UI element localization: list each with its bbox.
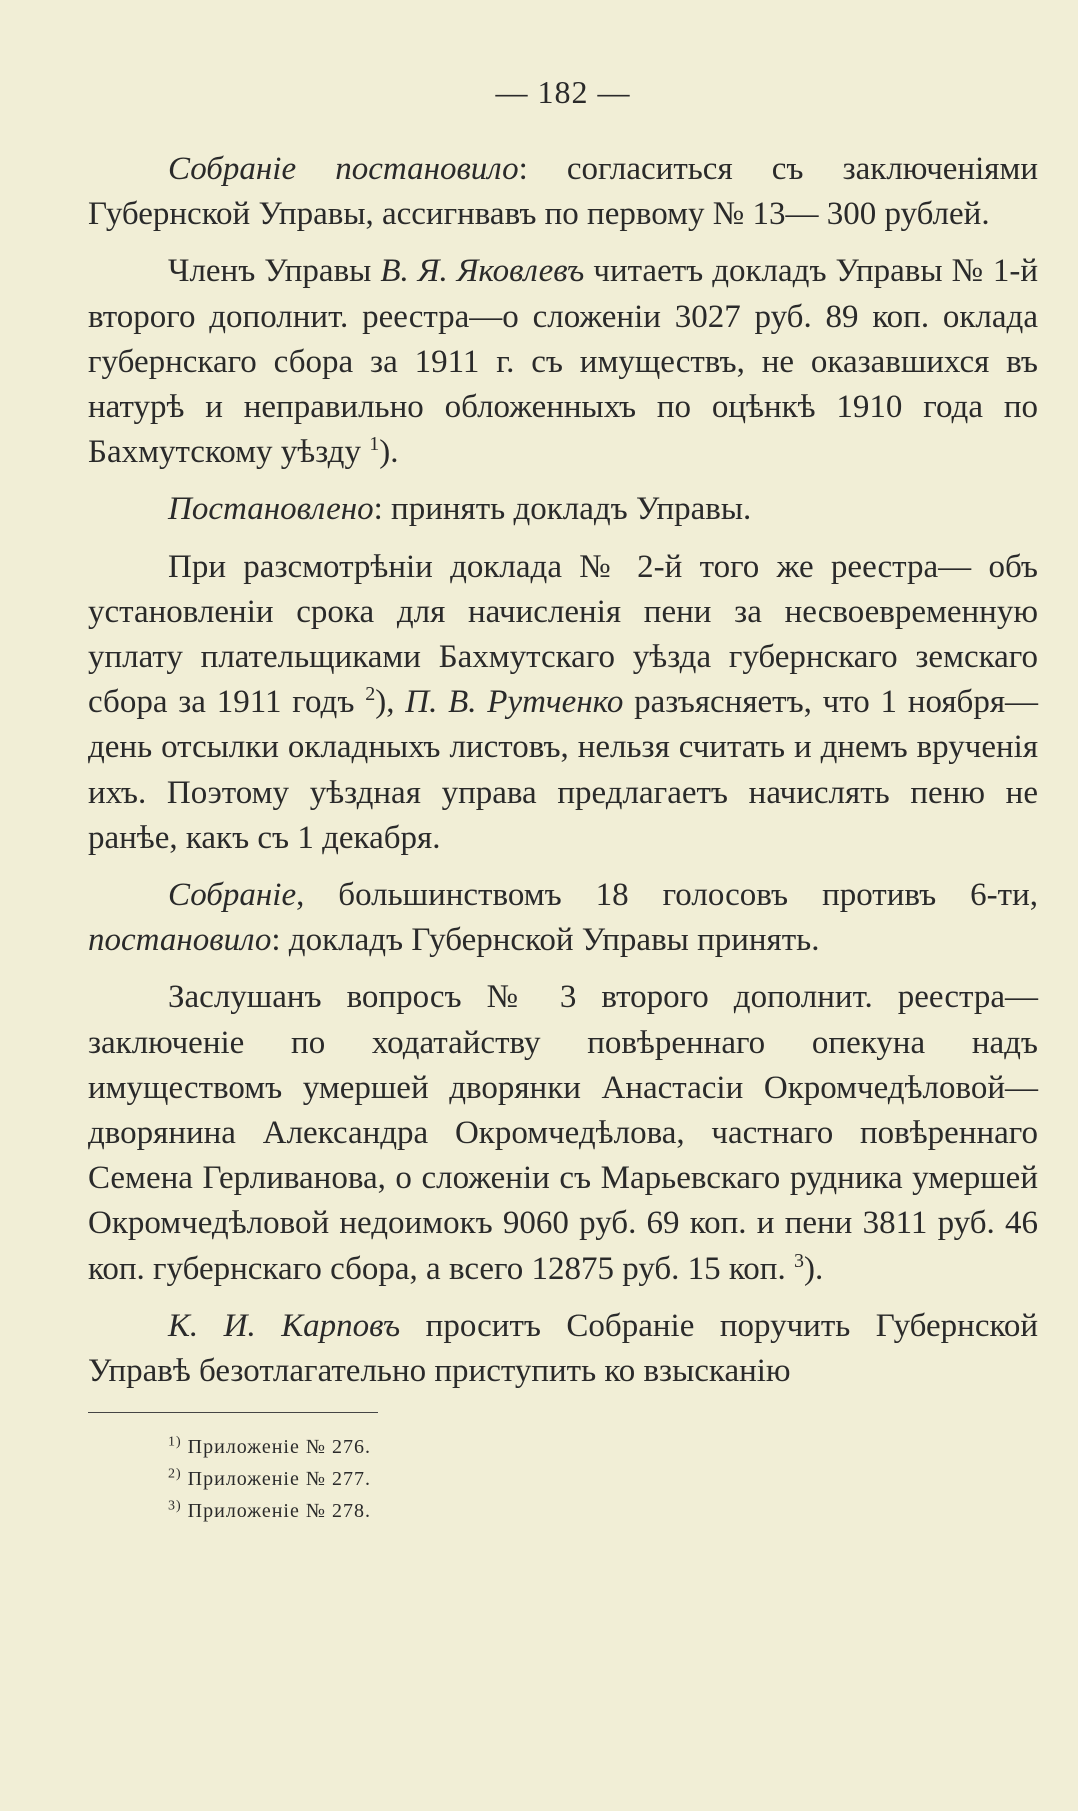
footnote-2 (168, 1463, 1038, 1495)
italic-name: К. И. Карповъ (168, 1307, 401, 1344)
italic-phrase: постановило (88, 922, 272, 959)
paragraph-text: ), (375, 684, 406, 721)
paragraph-2 (88, 249, 1038, 475)
italic-name: П. В. Рутченко (405, 684, 624, 721)
italic-phrase: Постановлено (168, 491, 374, 528)
paragraph-1 (88, 147, 1038, 237)
paragraph-text: разъясняетъ, что 1 ноября—день отсылки окладныхъ листовъ, нельзя считать и днемъ врученія ихъ. Поэтому уѣздная управа предлагаетъ начислять пеню не ранѣе, какъ съ 1 декабря. (88, 684, 1038, 856)
paragraph-text: Заслушанъ вопросъ № 3 второго дополнит. реестра—заключеніе по ходатайству повѣреннаго опекуна надъ имуществомъ умершей дворянки Анастасіи Окромчедѣловой—дворянина Александра Окромчедѣлова, частнаго повѣреннаго Семена Герливанова, о сложеніи съ Марьевскаго рудника умершей Окромчедѣловой недоимокъ 9060 руб. 69 коп. и пени 3811 руб. 46 коп. губернскаго сбора, а всего 12875 руб. 15 коп. (88, 979, 1038, 1287)
paragraph-text: ). (803, 1250, 824, 1287)
paragraph-4 (88, 545, 1038, 861)
paragraph-text: Членъ Управы (168, 253, 381, 290)
paragraph-text: , большинствомъ 18 голосовъ противъ 6-ти, (296, 877, 1038, 914)
italic-phrase: Собраніе (168, 877, 297, 914)
italic-phrase: Собраніе постановило (168, 151, 519, 187)
paragraph-text: : докладъ Губернской Управы принять. (271, 922, 820, 959)
paragraph-7 (88, 1304, 1038, 1394)
footnotes (88, 1431, 1038, 1527)
paragraph-text: проситъ Собраніе поручить Губернской Управѣ безотлагательно приступить ко взысканію (88, 1307, 1038, 1390)
footnote-text: Приложеніе № 276. (181, 1436, 371, 1459)
footnote-ref: 3 (793, 1249, 804, 1272)
footnote-divider (88, 1412, 378, 1413)
paragraph-text: При разсмотрѣніи доклада № 2-й того же реестра— объ установленіи срока для начисленія пени за несвоевременную уплату плательщиками Бахмутскаго уѣзда губернскаго земскаго сбора за 1911 годъ (88, 548, 1038, 721)
footnote-1 (168, 1431, 1038, 1463)
footnote-text: Приложеніе № 277. (181, 1468, 371, 1491)
italic-name: В. Я. Яковлевъ (380, 253, 585, 290)
paragraph-3 (88, 487, 1038, 532)
page-number: — 182 — (495, 74, 631, 110)
footnote-mark: 2) (168, 1466, 182, 1482)
paragraph-5 (88, 873, 1038, 963)
paragraph-text: : согласиться съ заключеніями Губернской Управы, ассигнвавъ по первому № 13— 300 рублей. (88, 151, 1038, 233)
footnote-ref: 2 (365, 683, 376, 706)
footnote-3 (168, 1495, 1038, 1527)
paragraph-text: : принять докладъ Управы. (373, 491, 752, 528)
paragraph-text: читаетъ докладъ Управы № 1-й второго дополнит. реестра—о сложеніи 3027 руб. 89 коп. оклада губернскаго сбора за 1911 г. съ имуществъ, не оказавшихся въ натурѣ и неправильно обложенныхъ по оцѣнкѣ 1910 года по Бахмутскому уѣзду (88, 253, 1039, 471)
footnote-ref: 1 (369, 433, 380, 456)
footnote-mark: 1) (168, 1434, 182, 1450)
paragraph-text: ). (379, 434, 399, 471)
footnote-text: Приложеніе № 278. (181, 1500, 371, 1523)
footnote-mark: 3) (168, 1498, 182, 1514)
paragraph-6 (88, 975, 1038, 1291)
